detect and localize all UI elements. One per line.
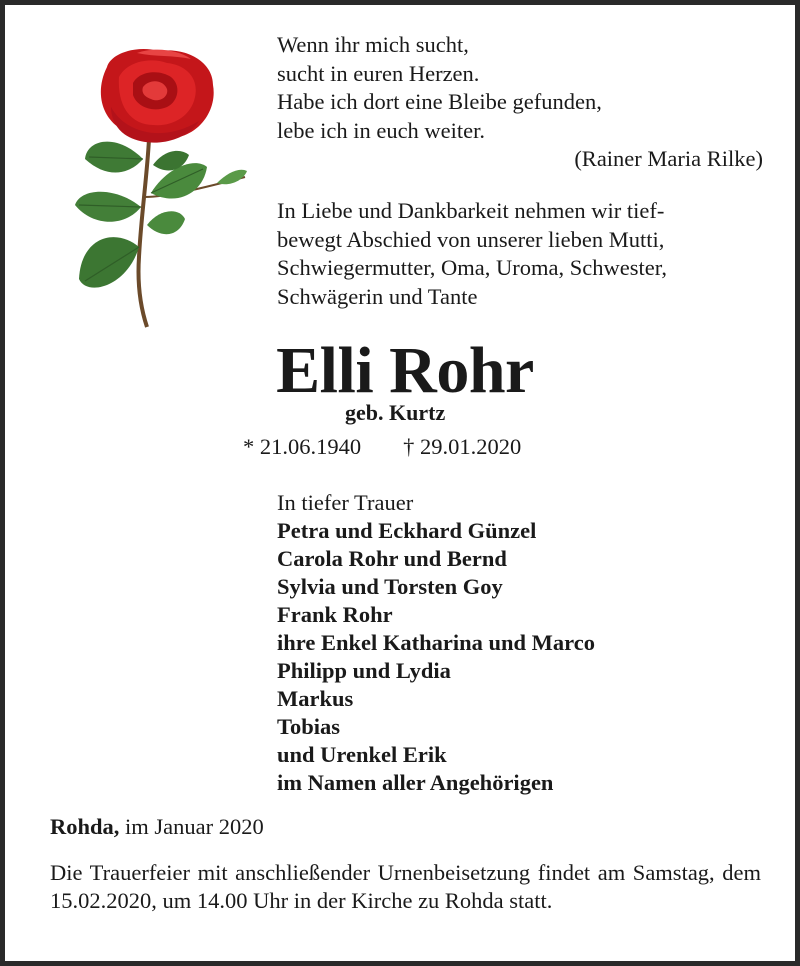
intro-line: In Liebe und Dankbarkeit nehmen wir tief-: [277, 198, 665, 223]
mourner-entry: Markus: [277, 686, 354, 711]
poem-line: Wenn ihr mich sucht,: [277, 32, 469, 57]
intro-line: bewegt Abschied von unserer lieben Mutti,: [277, 226, 665, 252]
mourner-entry: Petra und Eckhard Günzel: [277, 518, 537, 543]
place-date: im Januar 2020: [125, 814, 264, 839]
mourner-entry: Sylvia und Torsten Goy: [277, 574, 503, 599]
mourner-entry: und Urenkel Erik: [277, 742, 447, 767]
poem-line: lebe ich in euch weiter.: [277, 117, 486, 143]
birth-date: * 21.06.1940: [243, 434, 362, 459]
funeral-notice: Die Trauerfeier mit anschließender Urnenbeisetzung findet am Samstag, dem 15.02.2020, um 14.00 Uhr in der Kirche zu Rohda statt.: [50, 860, 761, 913]
maiden-name: geb. Kurtz: [345, 400, 446, 425]
poem-line: sucht in euren Herzen.: [277, 60, 480, 86]
poem-author: (Rainer Maria Rilke): [574, 146, 763, 172]
intro-line: Schwiegermutter, Oma, Uroma, Schwester,: [277, 255, 667, 281]
mourner-entry: Philipp und Lydia: [277, 658, 451, 683]
death-date: † 29.01.2020: [403, 434, 522, 459]
mourner-entry: im Namen aller Angehörigen: [277, 770, 554, 795]
place-town: Rohda,: [50, 814, 120, 839]
mourner-entry: Carola Rohr und Bernd: [277, 546, 507, 571]
mourner-entry: ihre Enkel Katharina und Marco: [277, 630, 595, 655]
poem: [277, 31, 767, 174]
mourner-entry: Frank Rohr: [277, 602, 393, 627]
red-rose-icon: [67, 47, 257, 329]
poem-line: Habe ich dort eine Bleibe gefunden,: [277, 89, 602, 115]
place-and-date: [50, 813, 264, 841]
mourners-list: [277, 489, 595, 797]
life-dates: [243, 433, 521, 461]
deceased-name: Elli Rohr: [276, 334, 534, 407]
mourners-heading: In tiefer Trauer: [277, 490, 414, 515]
mourner-entry: Tobias: [277, 714, 340, 739]
intro-line: Schwägerin und Tante: [277, 283, 478, 309]
farewell-intro: [277, 197, 767, 311]
